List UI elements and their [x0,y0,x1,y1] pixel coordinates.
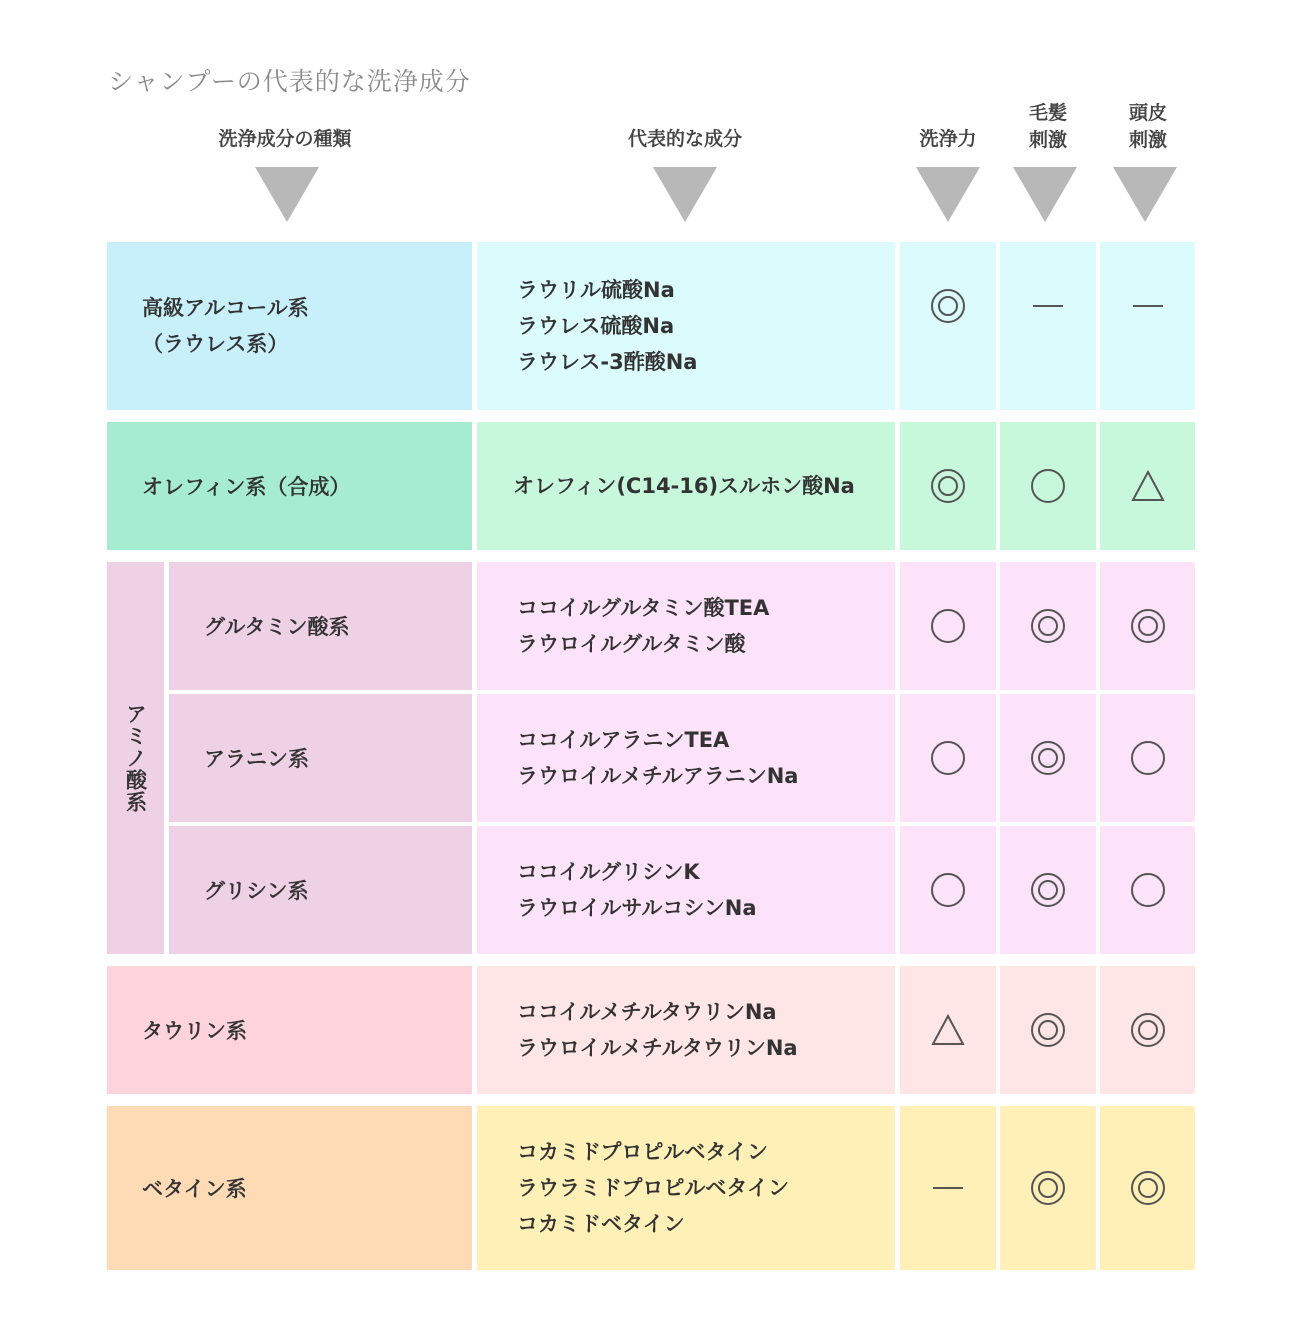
type-cell [107,1106,472,1270]
header-hair [1000,100,1096,154]
scalp-cell [1100,422,1195,550]
double-circle-icon [1031,873,1065,907]
scalp-cell [1100,826,1195,954]
type-cell [169,562,472,690]
page-title: シャンプーの代表的な洗浄成分 [108,67,471,96]
ingredient-name: ラウレス-3酢酸Na [517,350,698,374]
hair-cell [1000,1106,1096,1270]
hair-cell [1000,242,1096,410]
ingredient-cell [477,1106,895,1270]
type-cell [107,242,472,410]
triangle-icon [1131,469,1165,503]
arrow-down-icon [916,167,980,222]
arrow-down-icon [1113,167,1177,222]
ingredient-cell [477,966,895,1094]
hair-cell [1000,562,1096,690]
type-name: グリシン系 [204,879,309,903]
scalp-cell [1100,1106,1195,1270]
type-cell [107,966,472,1094]
ingredient-name: ココイルメチルタウリンNa [517,1000,777,1024]
ingredient-cell [477,826,895,954]
arrow-down-icon [653,167,717,222]
hair-cell [1000,694,1096,822]
type-name: タウリン系 [142,1019,247,1043]
ingredient-name: ラウレス硫酸Na [517,314,675,338]
ingredient-name: ココイルグリシンK [517,860,700,884]
cleansing-cell [900,422,996,550]
ingredient-name: ラウロイルサルコシンNa [517,896,757,920]
ingredient-name: ココイルグルタミン酸TEA [517,596,770,620]
type-name: 高級アルコール系 [142,296,309,320]
header-scalp-line1: 頭皮 [1128,102,1167,124]
amino-group-cell: アミノ酸系 [107,562,164,954]
circle-icon [1131,741,1165,775]
arrow-down-icon [255,167,319,222]
scalp-cell [1100,966,1195,1094]
type-name: ベタイン系 [142,1177,247,1201]
ingredient-name: オレフィン(C14-16)スルホン酸Na [513,474,855,498]
type-cell [169,694,472,822]
arrow-down-icon [1013,167,1077,222]
ingredient-name: ラウロイルメチルアラニンNa [517,764,799,788]
double-circle-icon [931,289,965,323]
ingredient-cell [477,694,895,822]
double-circle-icon [1131,1171,1165,1205]
double-circle-icon [1031,609,1065,643]
double-circle-icon [1131,1013,1165,1047]
dash-icon [1031,289,1065,323]
double-circle-icon [1031,1013,1065,1047]
hair-cell [1000,826,1096,954]
type-cell [169,826,472,954]
scalp-cell [1100,562,1195,690]
type-name: グルタミン酸系 [204,615,350,639]
circle-icon [931,741,965,775]
header-scalp [1100,100,1196,154]
cleansing-cell [900,1106,996,1270]
double-circle-icon [1131,609,1165,643]
type-name: アラニン系 [204,747,309,771]
circle-icon [931,873,965,907]
ingredient-name: ラウロイルメチルタウリンNa [517,1036,798,1060]
header-hair-line1: 毛髪 [1028,102,1067,124]
cleansing-cell [900,562,996,690]
header-cleansing: 洗浄力 [919,128,977,150]
type-name: オレフィン系（合成） [142,475,351,499]
ingredient-name: コカミドプロピルベタイン [517,1140,768,1164]
ingredient-cell [477,562,895,690]
ingredient-cell [477,242,895,410]
cleansing-cell [900,242,996,410]
circle-icon [1131,873,1165,907]
double-circle-icon [931,469,965,503]
type-name-sub: （ラウレス系） [142,332,289,356]
type-cell [107,422,472,550]
ingredient-name: コカミドベタイン [517,1212,685,1236]
cleansing-cell [900,966,996,1094]
triangle-icon [931,1013,965,1047]
scalp-cell [1100,242,1195,410]
ingredient-cell [477,422,895,550]
scalp-cell [1100,694,1195,822]
circle-icon [1031,469,1065,503]
hair-cell [1000,966,1096,1094]
dash-icon [1131,289,1165,323]
header-scalp-line2: 刺激 [1128,129,1167,151]
ingredient-name: ラウラミドプロピルベタイン [517,1176,789,1200]
cleansing-cell [900,826,996,954]
hair-cell [1000,422,1096,550]
header-hair-line2: 刺激 [1028,129,1067,151]
ingredient-name: ラウロイルグルタミン酸 [517,632,746,656]
double-circle-icon [1031,741,1065,775]
header-type: 洗浄成分の種類 [218,128,352,150]
header-ingredient: 代表的な成分 [627,128,742,150]
circle-icon [931,609,965,643]
double-circle-icon [1031,1171,1065,1205]
cleansing-cell [900,694,996,822]
ingredient-name: ラウリル硫酸Na [517,278,675,302]
ingredient-name: ココイルアラニンTEA [517,728,730,752]
dash-icon [931,1171,965,1205]
